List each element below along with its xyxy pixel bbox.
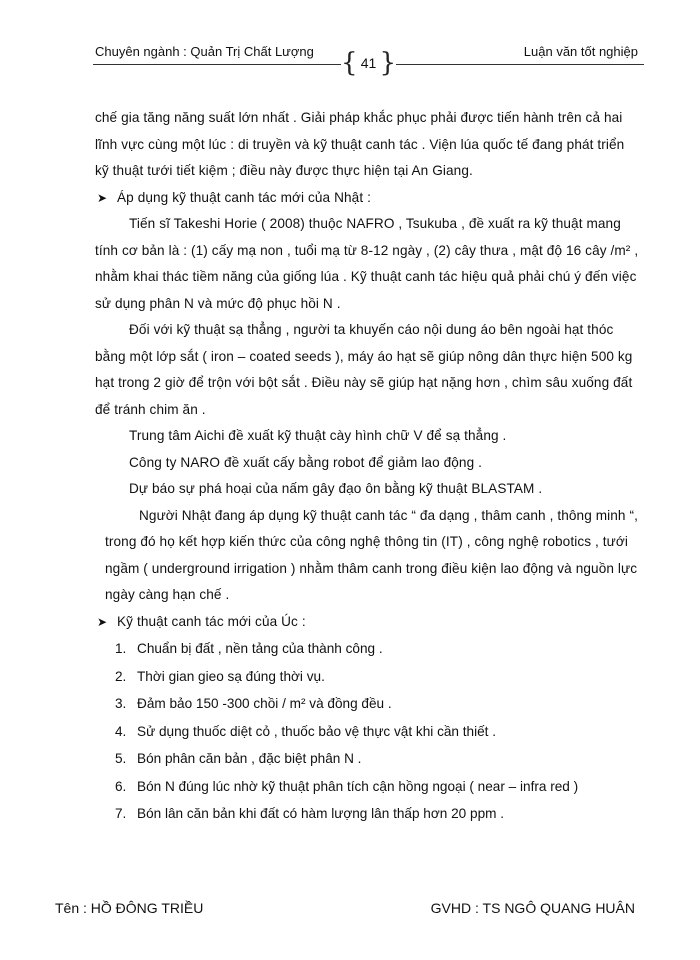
header-thesis-label: Luận văn tốt nghiệp: [523, 44, 638, 59]
paragraph: Người Nhật đang áp dụng kỹ thuật canh tác “ đa dạng , thâm canh , thông minh “, trong đó họ kết hợp kiến thức của công nghệ thông tin (IT) , công nghệ robotics , tưới ngầm ( underground irrigation ) nhằm thâm canh trong điều kiện lao động và nguồn lực ngày càng hạn chế .: [105, 507, 638, 602]
paragraph: Công ty NARO đề xuất cấy bằng robot để giảm lao động .: [129, 454, 483, 470]
page-number: 41: [360, 55, 377, 71]
list-item: 1. Chuẩn bị đất , nền tảng của thành công .: [115, 641, 383, 656]
list-item: 2. Thời gian gieo sạ đúng thời vụ.: [115, 668, 325, 684]
footer-advisor: GVHD : TS NGÔ QUANG HUÂN: [430, 900, 635, 916]
bullet-text: Áp dụng kỹ thuật canh tác mới của Nhật :: [117, 189, 371, 205]
page-number-box: [341, 48, 396, 78]
paragraph: Trung tâm Aichi đề xuất kỹ thuật cày hình chữ V để sạ thẳng .: [129, 428, 507, 443]
list-item: 5. Bón phân căn bản , đặc biệt phân N .: [115, 751, 362, 766]
page-body: [95, 105, 640, 828]
page-header: [0, 0, 700, 90]
bullet-heading-japan: [95, 185, 640, 212]
header-rule-right: [396, 64, 644, 65]
footer-author: Tên : HỒ ĐÔNG TRIỀU: [55, 900, 204, 916]
list-item: 3. Đảm bảo 150 -300 chồi / m² và đồng đều .: [115, 696, 392, 711]
arrow-bullet-icon: ➤: [97, 614, 108, 629]
left-brace-icon: {: [341, 48, 358, 78]
list-item: 6. Bón N đúng lúc nhờ kỹ thuật phân tích cận hồng ngoại ( near – infra red ): [115, 778, 579, 794]
right-brace-icon: }: [379, 48, 396, 78]
numbered-list: [95, 635, 640, 828]
header-specialization: Chuyên ngành : Quản Trị Chất Lượng: [95, 44, 314, 59]
arrow-bullet-icon: ➤: [97, 190, 108, 205]
paragraph: Tiến sĩ Takeshi Horie ( 2008) thuộc NAFRO , Tsukuba , đề xuất ra kỹ thuật mang tính cơ bản là : (1) cấy mạ non , tuổi mạ từ 8-12 ngày , (2) cây thưa , mật độ 16 cây /m² , nhằm khai thác tiềm năng của giống lúa . Kỹ thuật canh tác hiệu quả phải chú ý đến việc sử dụng phân N và mức độ phục hồi N .: [95, 216, 639, 311]
header-rule-left: [93, 64, 341, 65]
paragraph: chế gia tăng năng suất lớn nhất . Giải pháp khắc phục phải được tiến hành trên cả hai lĩnh vực cùng một lúc : di truyền và kỹ thuật canh tác . Viện lúa quốc tế đang phát triển kỹ thuật tưới tiết kiệm ; điều này được thực hiện tại An Giang.: [95, 110, 625, 178]
bullet-text: Kỹ thuật canh tác mới của Úc :: [117, 613, 306, 629]
list-item: 4. Sử dụng thuốc diệt cỏ , thuốc bảo vệ thực vật khi cần thiết .: [115, 723, 497, 739]
bullet-heading-australia: [95, 609, 640, 636]
paragraph: Đối với kỹ thuật sạ thẳng , người ta khuyến cáo nội dung áo bên ngoài hạt thóc bằng một lớp sắt ( iron – coated seeds ), máy áo hạt sẽ giúp nông dân thực hiện 500 kg hạt trong 2 giờ để trộn với bột sắt . Điều này sẽ giúp hạt nặng hơn , chìm sâu xuống đất để tránh chim ăn .: [95, 322, 633, 417]
list-item: 7. Bón lân căn bản khi đất có hàm lượng lân thấp hơn 20 ppm .: [115, 806, 505, 821]
paragraph: Dự báo sự phá hoại của nấm gây đạo ôn bằng kỹ thuật BLASTAM .: [129, 481, 543, 496]
